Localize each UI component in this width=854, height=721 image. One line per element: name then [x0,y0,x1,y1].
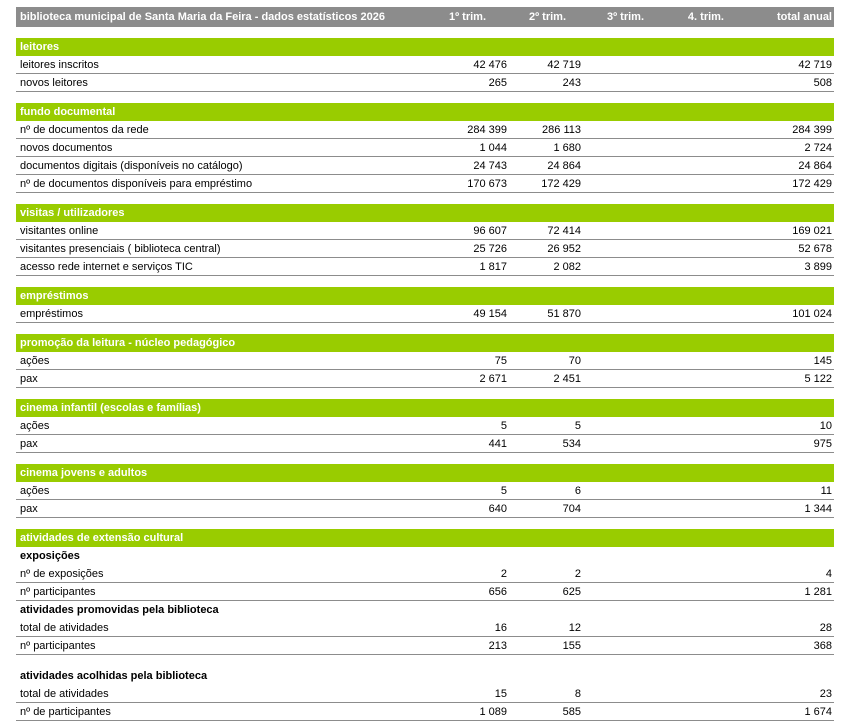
row-label: visitantes online [20,225,99,237]
row-total: 284 399 [792,124,832,136]
subsection-title: atividades acolhidas pela biblioteca [20,670,208,682]
row-total: 23 [819,688,832,700]
table-row [16,435,834,453]
section-title: atividades de extensão cultural [20,532,184,544]
col-header-q3: 3º trim. [606,11,644,23]
table-row [16,305,834,323]
table-row [16,352,834,370]
table-row [16,500,834,518]
row-q1: 656 [488,586,507,598]
row-q2: 42 719 [547,59,581,71]
section-cinema-infantil [16,399,834,417]
row-total: 3 899 [804,261,832,273]
subsection-promovidas [16,601,834,619]
row-q2: 6 [574,485,581,497]
table-row [16,482,834,500]
row-q2: 172 429 [541,178,581,190]
row-q2: 8 [574,688,581,700]
row-q1: 16 [494,622,507,634]
row-label: nº de participantes [20,706,111,718]
row-total: 172 429 [792,178,832,190]
row-total: 11 [820,485,832,497]
table-row [16,685,834,703]
row-q1: 25 726 [473,243,507,255]
subsection-acolhidas [16,667,834,685]
row-q1: 5 [500,420,507,432]
row-total: 24 864 [798,160,832,172]
section-promocao-leitura [16,334,834,352]
row-label: nº de documentos disponíveis para empréstimo [20,178,253,190]
row-q1: 441 [488,438,507,450]
row-q1: 15 [494,688,507,700]
table-title: biblioteca municipal de Santa Maria da Feira - dados estatísticos 2026 [20,11,385,23]
row-q1: 42 476 [473,59,507,71]
table-row [16,370,834,388]
table-row [16,565,834,583]
row-q1: 5 [500,485,507,497]
table-row [16,175,834,193]
row-q1: 640 [488,503,507,515]
row-q1: 1 089 [479,706,507,718]
table-header [16,7,834,27]
row-q2: 286 113 [542,124,581,136]
row-q2: 625 [562,586,581,598]
section-extensao-cultural [16,529,834,547]
row-q2: 2 451 [553,373,581,385]
row-q1: 24 743 [473,160,507,172]
row-q2: 704 [562,503,581,515]
section-fundo-documental [16,103,834,121]
statistics-table [16,7,834,721]
col-header-q1: 1º trim. [448,11,486,23]
table-row [16,583,834,601]
row-label: nº de exposições [20,568,104,580]
row-q2: 24 864 [547,160,581,172]
row-q2: 70 [568,355,581,367]
row-q1: 213 [488,640,507,652]
row-label: nº participantes [20,640,96,652]
row-q1: 170 673 [467,178,507,190]
section-cinema-jovens [16,464,834,482]
row-q2: 243 [562,77,581,89]
row-q2: 5 [574,420,581,432]
row-q1: 284 399 [467,124,507,136]
row-label: total de atividades [20,622,109,634]
row-total: 1 281 [804,586,832,598]
subsection-exposicoes [16,547,834,565]
section-title: visitas / utilizadores [20,207,125,219]
col-header-q2: 2º trim. [528,11,566,23]
row-q1: 1 044 [479,142,507,154]
section-title: promoção da leitura - núcleo pedagógico [20,337,236,349]
table-row [16,222,834,240]
table-row [16,56,834,74]
row-total: 101 024 [792,308,832,320]
subsection-title: atividades promovidas pela biblioteca [20,604,219,616]
row-q2: 12 [568,622,581,634]
table-row [16,157,834,175]
row-label: ações [20,355,50,367]
row-total: 145 [813,355,832,367]
table-row [16,258,834,276]
col-header-q4: 4. trim. [687,11,724,23]
row-label: pax [20,438,38,450]
row-q2: 585 [562,706,581,718]
row-q2: 26 952 [547,243,581,255]
row-total: 10 [819,420,832,432]
row-total: 368 [813,640,832,652]
section-leitores [16,38,834,56]
table-row [16,121,834,139]
row-q1: 2 [500,568,507,580]
section-title: empréstimos [20,290,89,302]
row-total: 508 [813,77,832,89]
row-q2: 51 870 [547,308,581,320]
row-total: 1 674 [804,706,832,718]
row-label: nº participantes [20,586,96,598]
row-total: 42 719 [798,59,832,71]
subsection-title: exposições [20,550,80,562]
row-total: 169 021 [792,225,832,237]
table-row [16,619,834,637]
table-row [16,139,834,157]
row-label: leitores inscritos [20,59,99,71]
table-row [16,240,834,258]
table-row [16,417,834,435]
section-title: cinema jovens e adultos [20,467,148,479]
row-q1: 2 671 [479,373,507,385]
row-q1: 49 154 [473,308,507,320]
row-q2: 2 082 [553,261,581,273]
row-q1: 96 607 [473,225,507,237]
row-label: ações [20,420,50,432]
row-label: total de atividades [20,688,109,700]
row-total: 52 678 [798,243,832,255]
row-total: 975 [813,438,832,450]
row-q2: 155 [562,640,581,652]
table-row [16,74,834,92]
table-row [16,637,834,655]
row-total: 28 [819,622,832,634]
row-label: empréstimos [20,308,83,320]
row-q2: 2 [574,568,581,580]
row-q1: 75 [494,355,507,367]
row-q1: 265 [488,77,507,89]
row-total: 2 724 [804,142,832,154]
row-q1: 1 817 [479,261,507,273]
row-q2: 72 414 [547,225,581,237]
row-label: novos leitores [20,77,88,89]
row-label: pax [20,503,38,515]
section-visitas [16,204,834,222]
section-title: fundo documental [20,106,116,118]
section-title: leitores [20,41,60,53]
row-total: 1 344 [804,503,832,515]
section-emprestimos [16,287,834,305]
row-label: novos documentos [20,142,113,154]
row-label: pax [20,373,38,385]
col-header-total: total anual [776,11,832,23]
row-q2: 1 680 [553,142,581,154]
row-total: 4 [825,568,832,580]
row-label: documentos digitais (disponíveis no catálogo) [20,160,243,172]
row-label: nº de documentos da rede [20,124,149,136]
row-label: visitantes presenciais ( biblioteca central) [20,243,221,255]
row-q2: 534 [562,438,581,450]
section-title: cinema infantil (escolas e famílias) [20,402,201,414]
row-label: acesso rede internet e serviços TIC [20,261,193,273]
row-total: 5 122 [804,373,832,385]
table-row [16,703,834,721]
row-label: ações [20,485,50,497]
